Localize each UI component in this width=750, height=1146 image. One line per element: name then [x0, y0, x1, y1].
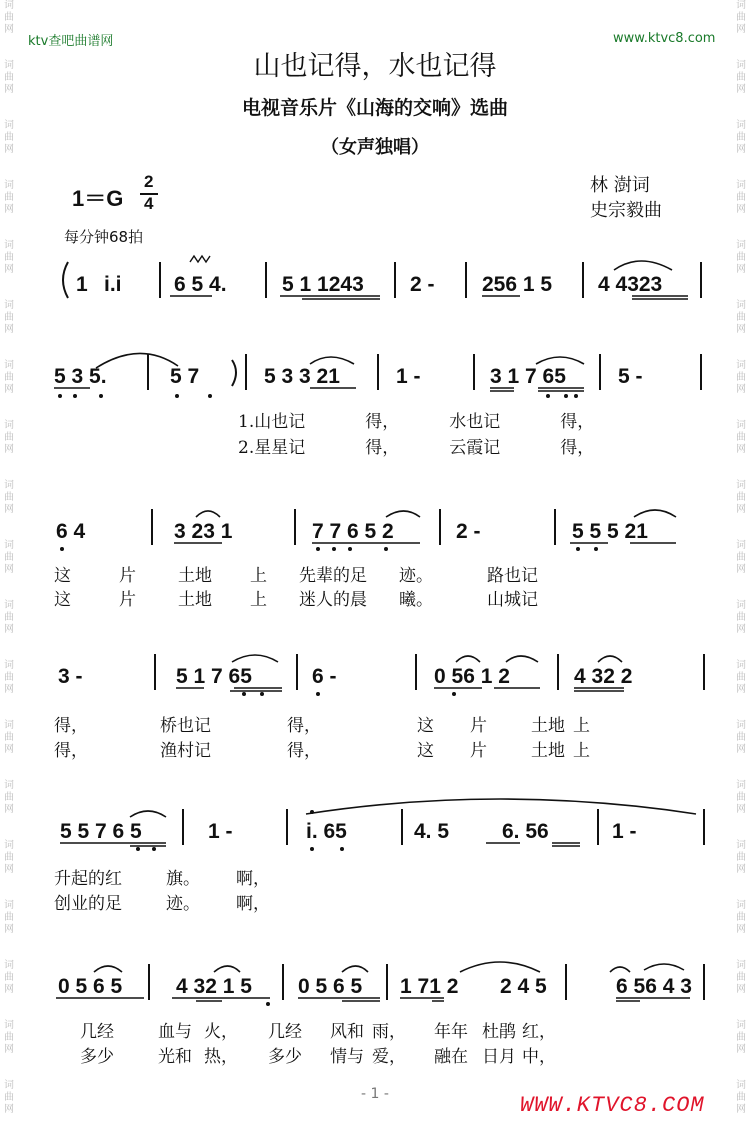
page-number: - 1 -	[361, 1086, 389, 1102]
svg-text:2 4 5: 2 4 5	[500, 975, 547, 998]
watermark-glyph: 曲	[4, 12, 14, 23]
watermark-glyph: 曲	[736, 72, 746, 83]
svg-text:5 1 1243: 5 1 1243	[282, 273, 364, 296]
svg-text:5 1 7 65: 5 1 7 65	[176, 665, 252, 688]
watermark-glyph: 曲	[4, 72, 14, 83]
svg-text:5 -: 5 -	[618, 365, 643, 388]
watermark-glyph: 词	[4, 1020, 14, 1031]
watermark-glyph: 网	[4, 684, 14, 695]
watermark-glyph: 网	[736, 1104, 746, 1115]
watermark-glyph: 网	[736, 564, 746, 575]
svg-text:4 4323: 4 4323	[598, 273, 663, 296]
watermark-glyph: 词	[4, 300, 14, 311]
svg-text:5 5 5 21: 5 5 5 21	[572, 520, 648, 543]
svg-text:5 3 3 21: 5 3 3 21	[264, 365, 340, 388]
time-signature-bottom: 4	[144, 194, 154, 213]
watermark-glyph: 曲	[736, 12, 746, 23]
site-logo-text: WWW.KTVC8.COM	[520, 1093, 705, 1118]
watermark-glyph: 网	[4, 1044, 14, 1055]
watermark-glyph: 曲	[736, 1092, 746, 1103]
watermark-glyph: 网	[4, 204, 14, 215]
watermark-glyph: 曲	[736, 552, 746, 563]
watermark-glyph: 词	[4, 1080, 14, 1091]
svg-text:256 1 5: 256 1 5	[482, 273, 553, 296]
watermark-glyph: 曲	[4, 552, 14, 563]
watermark-glyph: 网	[4, 624, 14, 635]
watermark-glyph: 网	[4, 24, 14, 35]
watermark-glyph: 网	[736, 84, 746, 95]
watermark-glyph: 词	[736, 240, 746, 251]
svg-text:6 -: 6 -	[312, 665, 337, 688]
watermark-glyph: 曲	[4, 432, 14, 443]
svg-text:1 -: 1 -	[208, 820, 233, 843]
watermark-glyph: 词	[736, 900, 746, 911]
svg-text:6 5 4.: 6 5 4.	[174, 273, 227, 296]
song-title: 山也记得，水也记得	[253, 51, 497, 82]
watermark-glyph: 词	[736, 120, 746, 131]
watermark-glyph: 词	[736, 720, 746, 731]
watermark-glyph: 网	[736, 744, 746, 755]
watermark-glyph: 曲	[736, 492, 746, 503]
watermark-glyph: 曲	[736, 1032, 746, 1043]
watermark-glyph: 曲	[4, 672, 14, 683]
watermark-glyph: 词	[736, 300, 746, 311]
svg-text:6 56 4 3: 6 56 4 3	[616, 975, 692, 998]
watermark-glyph: 曲	[736, 972, 746, 983]
svg-text:i.i: i.i	[104, 273, 122, 296]
watermark-glyph: 词	[4, 840, 14, 851]
svg-text:0 56 1 2: 0 56 1 2	[434, 665, 510, 688]
watermark-glyph: 曲	[4, 372, 14, 383]
watermark-glyph: 词	[4, 960, 14, 971]
watermark-glyph: 曲	[4, 732, 14, 743]
watermark-glyph: 网	[4, 144, 14, 155]
svg-text:3 1 7 65: 3 1 7 65	[490, 365, 566, 388]
svg-text:2 -: 2 -	[410, 273, 435, 296]
watermark-glyph: 曲	[4, 132, 14, 143]
watermark-glyph: 曲	[736, 372, 746, 383]
svg-text:1 71 2: 1 71 2	[400, 975, 459, 998]
watermark-glyph: 词	[4, 120, 14, 131]
watermark-glyph: 曲	[736, 312, 746, 323]
watermark-glyph: 网	[736, 684, 746, 695]
watermark-glyph: 曲	[4, 1032, 14, 1043]
watermark-glyph: 词	[4, 540, 14, 551]
watermark-glyph: 词	[736, 360, 746, 371]
svg-text:5 5 7 6 5: 5 5 7 6 5	[60, 820, 142, 843]
watermark-glyph: 网	[4, 924, 14, 935]
watermark-glyph: 词	[736, 1080, 746, 1091]
svg-text:3 -: 3 -	[58, 665, 83, 688]
composer-credit: 史宗毅曲	[590, 200, 662, 221]
lyrics-row6-v1: 几经 血与 火， 几经 风和 雨， 年年 杜鹃 红，	[80, 1022, 556, 1042]
watermark-glyph: 词	[4, 780, 14, 791]
watermark-glyph: 词	[736, 180, 746, 191]
watermark-glyph: 曲	[4, 852, 14, 863]
svg-text:4 32 1 5: 4 32 1 5	[176, 975, 252, 998]
watermark-glyph: 网	[4, 1104, 14, 1115]
watermark-glyph: 网	[4, 324, 14, 335]
watermark-glyph: 网	[4, 384, 14, 395]
watermark-glyph: 曲	[736, 732, 746, 743]
watermark-glyph: 网	[4, 564, 14, 575]
watermark-glyph: 曲	[736, 432, 746, 443]
watermark-glyph: 网	[736, 624, 746, 635]
song-subtitle: 电视音乐片《山海的交响》选曲	[241, 97, 508, 119]
watermark-glyph: 词	[4, 900, 14, 911]
watermark-glyph: 词	[4, 240, 14, 251]
watermark-glyph: 网	[4, 504, 14, 515]
watermark-glyph: 曲	[736, 132, 746, 143]
lyrics-row2-v2: 2.星星记 得， 云霞记 得，	[238, 438, 595, 458]
watermark-glyph: 曲	[736, 672, 746, 683]
key-signature: 1＝G	[72, 186, 124, 211]
watermark-glyph: 词	[4, 60, 14, 71]
lyrics-row5-v2: 创业的足 迹。 啊，	[54, 894, 270, 914]
watermark-glyph: 网	[736, 504, 746, 515]
svg-text:4 32 2: 4 32 2	[574, 665, 633, 688]
watermark-glyph: 曲	[736, 192, 746, 203]
lyrics-row2-v1: 1.山也记 得， 水也记 得，	[238, 412, 595, 432]
lyrics-row5-v1: 升起的红 旗。 啊，	[54, 869, 270, 889]
watermark-glyph: 网	[736, 324, 746, 335]
watermark-glyph: 词	[4, 180, 14, 191]
watermark-glyph: 网	[736, 24, 746, 35]
watermark-glyph: 词	[736, 540, 746, 551]
watermark-glyph: 网	[736, 864, 746, 875]
watermark-glyph: 曲	[4, 972, 14, 983]
svg-text:0 5 6 5: 0 5 6 5	[298, 975, 363, 998]
lyricist-credit: 林 澍词	[590, 175, 650, 196]
watermark-glyph: 词	[4, 480, 14, 491]
watermark-glyph: 网	[4, 84, 14, 95]
watermark-glyph: 词	[736, 840, 746, 851]
watermark-glyph: 曲	[736, 612, 746, 623]
svg-text:2 -: 2 -	[456, 520, 481, 543]
watermark-glyph: 词	[736, 480, 746, 491]
svg-text:i. 65: i. 65	[306, 820, 347, 843]
watermark-glyph: 曲	[4, 792, 14, 803]
watermark-glyph: 词	[4, 420, 14, 431]
watermark-glyph: 词	[736, 0, 746, 11]
watermark-glyph: 网	[4, 744, 14, 755]
watermark-glyph: 曲	[4, 612, 14, 623]
watermark-glyph: 网	[4, 804, 14, 815]
watermark-glyph: 曲	[736, 252, 746, 263]
svg-text:7 7 6 5 2: 7 7 6 5 2	[312, 520, 394, 543]
watermark-glyph: 曲	[736, 912, 746, 923]
lyrics-row6-v2: 多少 光和 热， 多少 情与 爱， 融在 日月 中，	[80, 1047, 556, 1067]
watermark-glyph: 词	[736, 600, 746, 611]
watermark-glyph: 网	[736, 204, 746, 215]
watermark-glyph: 网	[736, 384, 746, 395]
watermark-glyph: 网	[736, 444, 746, 455]
watermark-glyph: 网	[736, 984, 746, 995]
svg-text:3 23 1: 3 23 1	[174, 520, 233, 543]
watermark-glyph: 网	[736, 1044, 746, 1055]
watermark-glyph: 网	[736, 144, 746, 155]
watermark-glyph: 词	[736, 420, 746, 431]
svg-text:6 4: 6 4	[56, 520, 86, 543]
svg-text:1: 1	[76, 273, 88, 296]
tempo-marking: 每分钟68拍	[64, 228, 144, 246]
watermark-glyph: 网	[4, 984, 14, 995]
watermark-glyph: 网	[736, 924, 746, 935]
svg-text:0 5 6 5: 0 5 6 5	[58, 975, 123, 998]
watermark-glyph: 词	[736, 780, 746, 791]
watermark-glyph: 网	[4, 864, 14, 875]
watermark-glyph: 词	[4, 360, 14, 371]
watermark-glyph: 词	[4, 720, 14, 731]
lyrics-row3-v1: 这 片 土地 上 先辈的足 迹。 路也记	[54, 566, 538, 586]
svg-text:6. 56: 6. 56	[502, 820, 549, 843]
svg-text:4. 5: 4. 5	[414, 820, 450, 843]
svg-text:1 -: 1 -	[396, 365, 421, 388]
watermark-glyph: 网	[4, 264, 14, 275]
svg-text:5 7: 5 7	[170, 365, 200, 388]
lyrics-row4-v1: 得， 桥也记 得， 这 片 土地 上	[54, 716, 590, 736]
watermark-glyph: 曲	[736, 792, 746, 803]
time-signature-top: 2	[144, 172, 154, 191]
watermark-glyph: 网	[736, 264, 746, 275]
svg-text:1 -: 1 -	[612, 820, 637, 843]
lyrics-row4-v2: 得， 渔村记 得， 这 片 土地 上	[54, 741, 590, 761]
site-right-label: www.ktvc8.com	[613, 31, 716, 46]
watermark-glyph: 曲	[4, 492, 14, 503]
watermark-glyph: 词	[736, 60, 746, 71]
watermark-glyph: 词	[736, 960, 746, 971]
watermark-glyph: 词	[4, 600, 14, 611]
watermark-glyph: 曲	[4, 312, 14, 323]
lyrics-row3-v2: 这 片 土地 上 迷人的晨 曦。 山城记	[54, 590, 538, 610]
watermark-glyph: 词	[736, 1020, 746, 1031]
watermark-glyph: 网	[736, 804, 746, 815]
watermark-glyph: 曲	[4, 192, 14, 203]
watermark-glyph: 曲	[4, 912, 14, 923]
watermark-glyph: 曲	[4, 1092, 14, 1103]
voice-type: （女声独唱）	[321, 137, 429, 158]
svg-text:5 3 5.: 5 3 5.	[54, 365, 107, 388]
watermark-glyph: 曲	[736, 852, 746, 863]
watermark-glyph: 词	[4, 660, 14, 671]
watermark-glyph: 网	[4, 444, 14, 455]
watermark-glyph: 词	[736, 660, 746, 671]
watermark-glyph: 词	[4, 0, 14, 11]
site-left-label: ktv查吧曲谱网	[28, 34, 114, 49]
watermark-glyph: 曲	[4, 252, 14, 263]
